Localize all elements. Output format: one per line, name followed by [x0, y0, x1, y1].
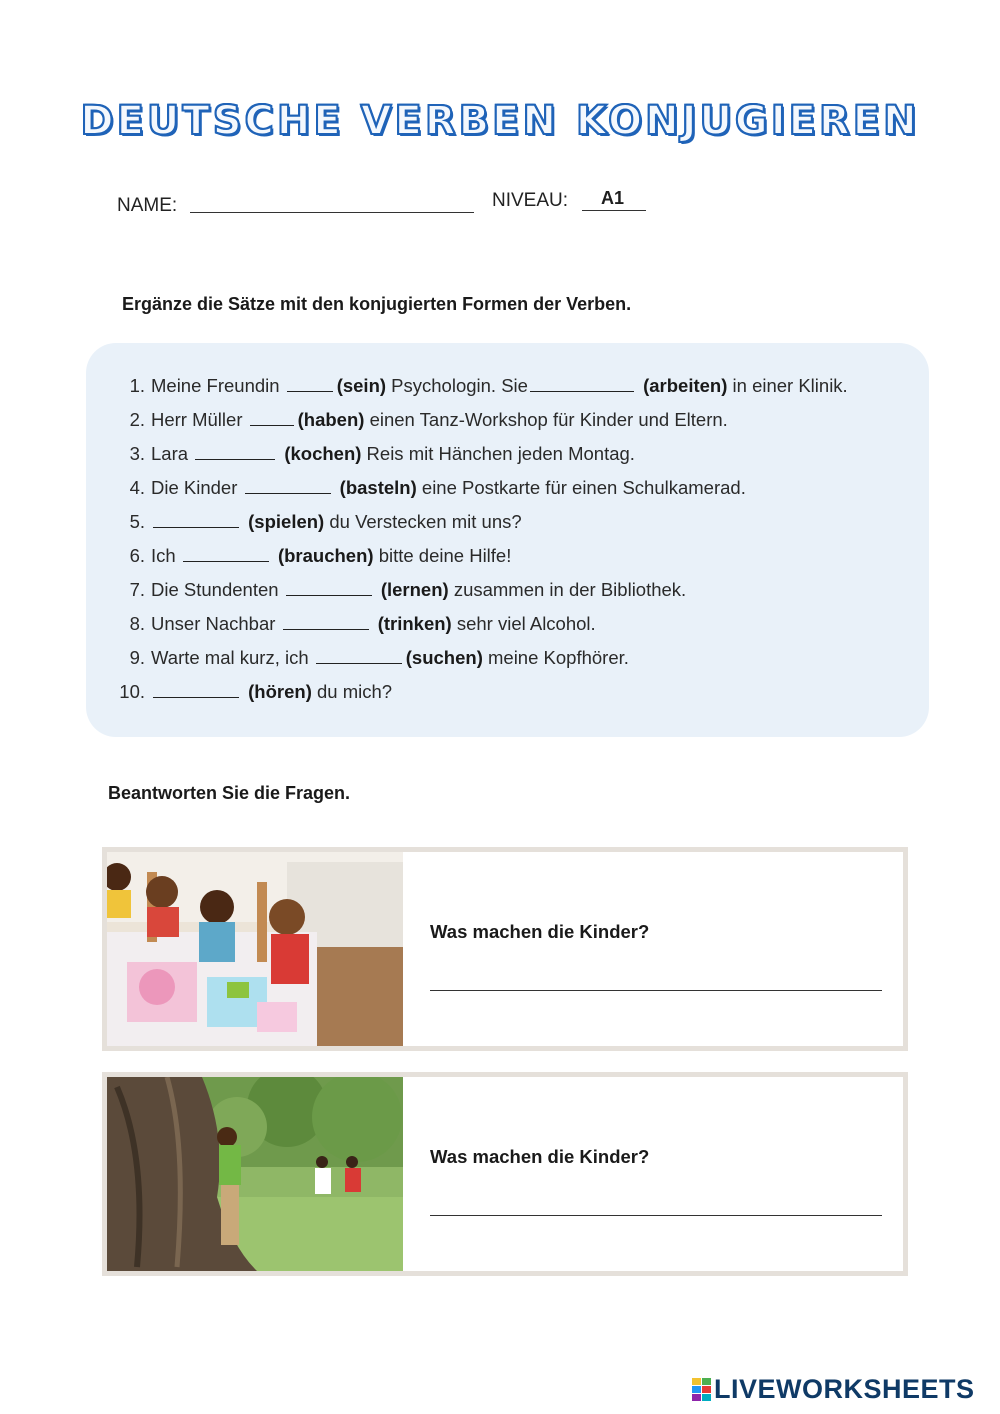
verb-hint: (suchen) [405, 647, 483, 668]
list-item [112, 511, 522, 541]
answer-blank[interactable] [286, 579, 372, 596]
list-item [112, 681, 392, 711]
item-number: 8. [129, 613, 145, 634]
answer-blank[interactable] [183, 545, 269, 562]
item-text: Die Kinder [151, 477, 238, 498]
item-text: Die Stundenten [151, 579, 279, 600]
item-number: 7. [129, 579, 145, 600]
answer-blank[interactable] [250, 409, 294, 426]
verb-hint: (brauchen) [277, 545, 374, 566]
answer-input-line[interactable] [430, 1193, 882, 1216]
list-item [112, 443, 635, 473]
name-label: NAME: [117, 195, 178, 216]
niveau-value: A1 [601, 188, 625, 208]
item-text: Lara [151, 443, 189, 464]
children-hide-and-seek-photo [107, 1077, 403, 1271]
liveworksheets-logo-icon [692, 1378, 712, 1402]
list-item [112, 647, 629, 677]
item-number: 5. [129, 511, 145, 532]
verb-hint: (hören) [248, 681, 312, 702]
item-number: 1. [129, 375, 145, 396]
list-item [112, 375, 848, 405]
answer-blank[interactable] [287, 375, 333, 392]
answer-blank[interactable] [153, 511, 239, 528]
niveau-label: NIVEAU: [492, 190, 569, 211]
list-item [112, 409, 728, 439]
verb-hint: (arbeiten) [643, 375, 728, 396]
item-text: Warte mal kurz, ich [151, 647, 309, 668]
verb-hint: (lernen) [380, 579, 449, 600]
list-item [112, 579, 686, 609]
verb-hint: (spielen) [248, 511, 325, 532]
list-item [112, 477, 746, 507]
item-text: meine Kopfhörer. [488, 647, 629, 668]
verb-hint: (basteln) [339, 477, 417, 498]
item-number: 3. [129, 443, 145, 464]
brand-name: LIVEWORKSHEETS [714, 1374, 975, 1404]
item-number: 9. [129, 647, 145, 668]
item-text: sehr viel Alcohol. [456, 613, 596, 634]
item-number: 2. [129, 409, 145, 430]
list-item [112, 613, 596, 643]
item-text: bitte deine Hilfe! [378, 545, 512, 566]
answer-blank[interactable] [283, 613, 369, 630]
answer-blank[interactable] [530, 375, 634, 392]
item-text: Psychologin. Sie [391, 375, 528, 396]
item-text: Reis mit Hänchen jeden Montag. [366, 443, 635, 464]
list-item [112, 545, 511, 575]
answer-blank[interactable] [195, 443, 275, 460]
item-text: Unser Nachbar [151, 613, 276, 634]
answer-input-line[interactable] [430, 968, 882, 991]
item-text: eine Postkarte für einen Schulkamerad. [421, 477, 746, 498]
item-text: Ich [151, 545, 176, 566]
item-text: Herr Müller [151, 409, 243, 430]
item-text: du Verstecken mit uns? [329, 511, 522, 532]
item-text: zusammen in der Bibliothek. [453, 579, 687, 600]
worksheet-title: DEUTSCHE VERBEN KONJUGIEREN [80, 98, 920, 144]
item-text: einen Tanz-Workshop für Kinder und Eltern. [369, 409, 728, 430]
item-number: 4. [129, 477, 145, 498]
answer-blank[interactable] [153, 681, 239, 698]
question-card [102, 847, 908, 1051]
verb-hint: (trinken) [377, 613, 452, 634]
verb-hint: (haben) [297, 409, 365, 430]
question-card [102, 1072, 908, 1276]
verb-hint: (kochen) [284, 443, 362, 464]
item-number: 10. [119, 681, 145, 702]
item-text: Meine Freundin [151, 375, 280, 396]
item-text: in einer Klinik. [732, 375, 848, 396]
question-text: Was machen die Kinder? [430, 1146, 650, 1167]
name-input-line[interactable] [190, 190, 474, 213]
item-number: 6. [129, 545, 145, 566]
exercise1-instruction: Ergänze die Sätze mit den konjugierten Formen der Verben. [122, 294, 632, 314]
answer-blank[interactable] [245, 477, 331, 494]
answer-blank[interactable] [316, 647, 402, 664]
verb-hint: (sein) [336, 375, 387, 396]
item-text: du mich? [317, 681, 393, 702]
question-text: Was machen die Kinder? [430, 921, 650, 942]
exercise2-instruction: Beantworten Sie die Fragen. [108, 783, 351, 803]
children-crafting-photo [107, 852, 403, 1046]
